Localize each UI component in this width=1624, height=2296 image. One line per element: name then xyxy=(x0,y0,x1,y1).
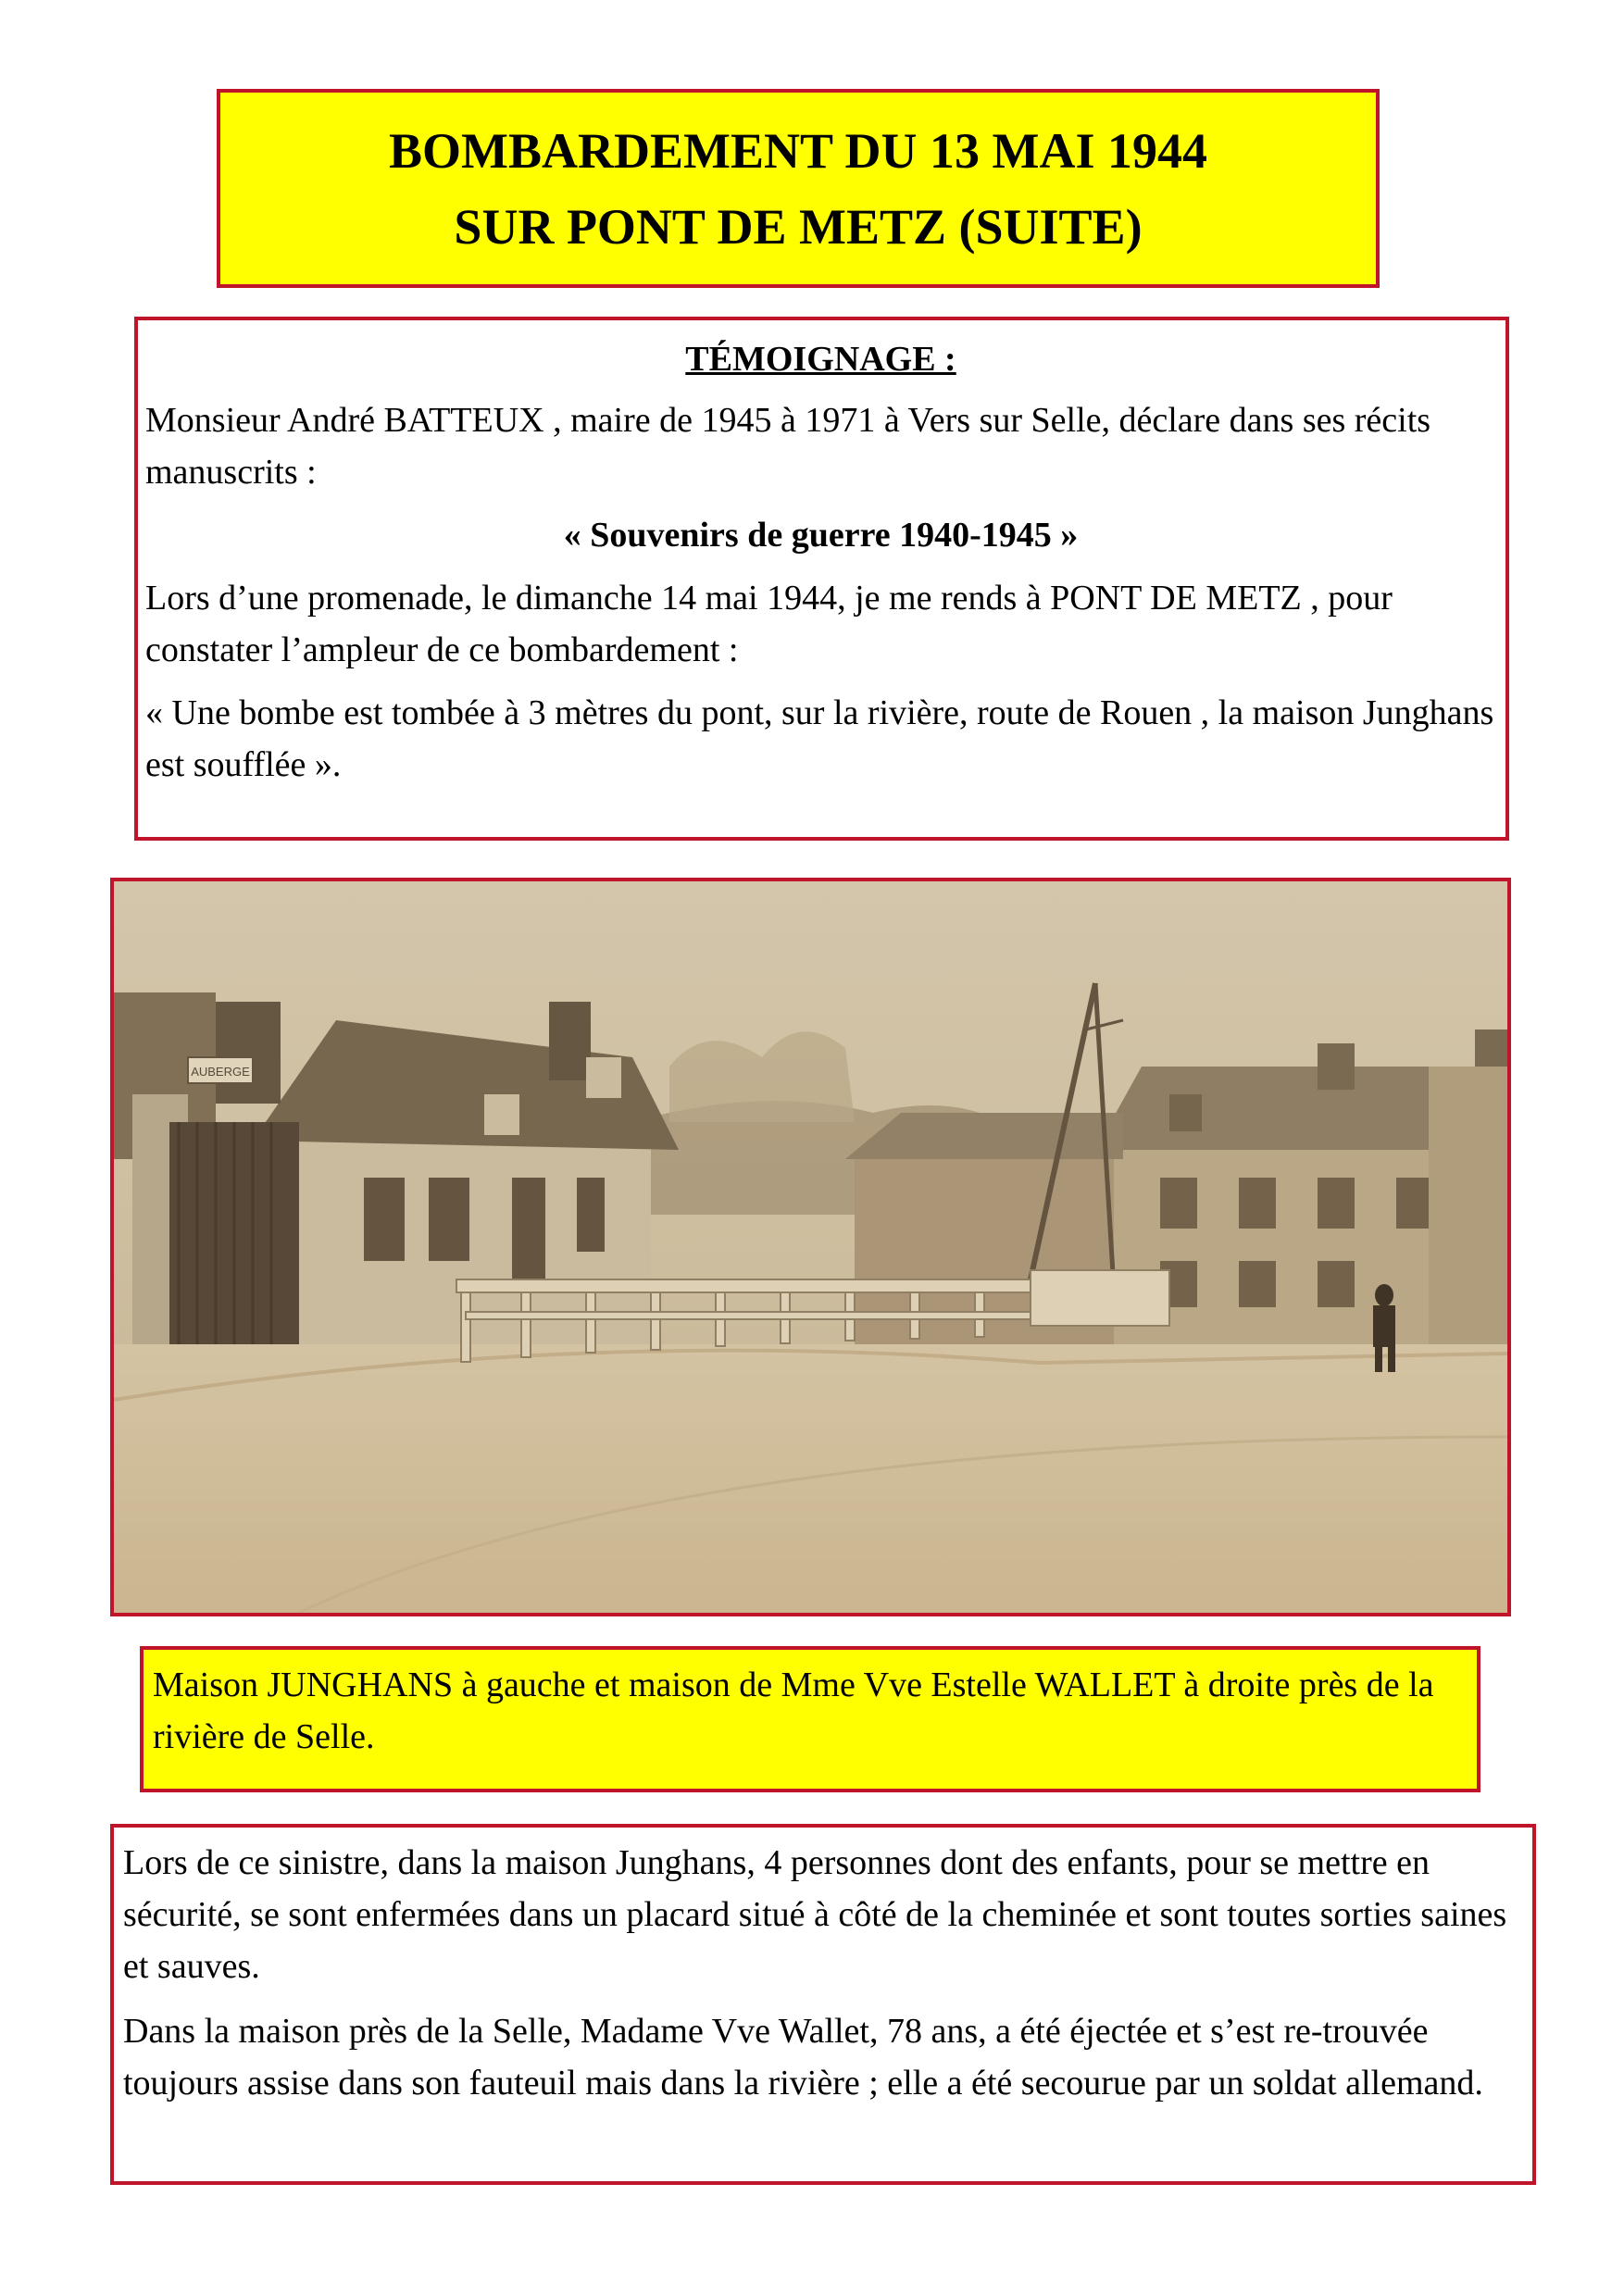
testimony-quote: « Une bombe est tombée à 3 mètres du pont, sur la rivière, route de Rouen , la maison Junghans est soufflée ». xyxy=(145,693,1494,784)
source-title: « Souvenirs de guerre 1940-1945 » xyxy=(563,516,1079,555)
title-line-2: SUR PONT DE METZ (SUITE) xyxy=(454,198,1143,255)
testimony-heading: TÉMOIGNAGE : xyxy=(685,340,956,379)
photo-caption-box xyxy=(140,1646,1480,1792)
title-line-1: BOMBARDEMENT DU 13 MAI 1944 xyxy=(388,122,1207,179)
title-box xyxy=(217,89,1380,288)
story-paragraph-1: Lors de ce sinistre, dans la maison Junghans, 4 personnes dont des enfants, pour se mettre en sécurité, se sont enfermées dans un placard situé à côté de la cheminée et sont toutes sorties saines et sauves. xyxy=(123,1843,1507,1986)
historic-photo xyxy=(110,878,1511,1616)
story-box xyxy=(110,1824,1536,2185)
auberge-sign: AUBERGE xyxy=(191,1065,250,1079)
testimony-paragraph: Lors d’une promenade, le dimanche 14 mai 1944, je me rends à PONT DE METZ , pour constater l’ampleur de ce bombardement : xyxy=(145,579,1393,669)
testimony-box xyxy=(134,317,1509,841)
street-scene-photo xyxy=(114,881,1507,1613)
testimony-intro: Monsieur André BATTEUX , maire de 1945 à 1971 à Vers sur Selle, déclare dans ses récits manuscrits : xyxy=(145,401,1431,492)
source-title-line xyxy=(145,509,1496,561)
story-paragraph-2: Dans la maison près de la Selle, Madame Vve Wallet, 78 ans, a été éjectée et s’est re-trouvée toujours assise dans son fauteuil mais dans la rivière ; elle a été secourue par un soldat allemand. xyxy=(123,2012,1483,2103)
photo-caption: Maison JUNGHANS à gauche et maison de Mme Vve Estelle WALLET à droite près de la rivière de Selle. xyxy=(153,1666,1434,1756)
